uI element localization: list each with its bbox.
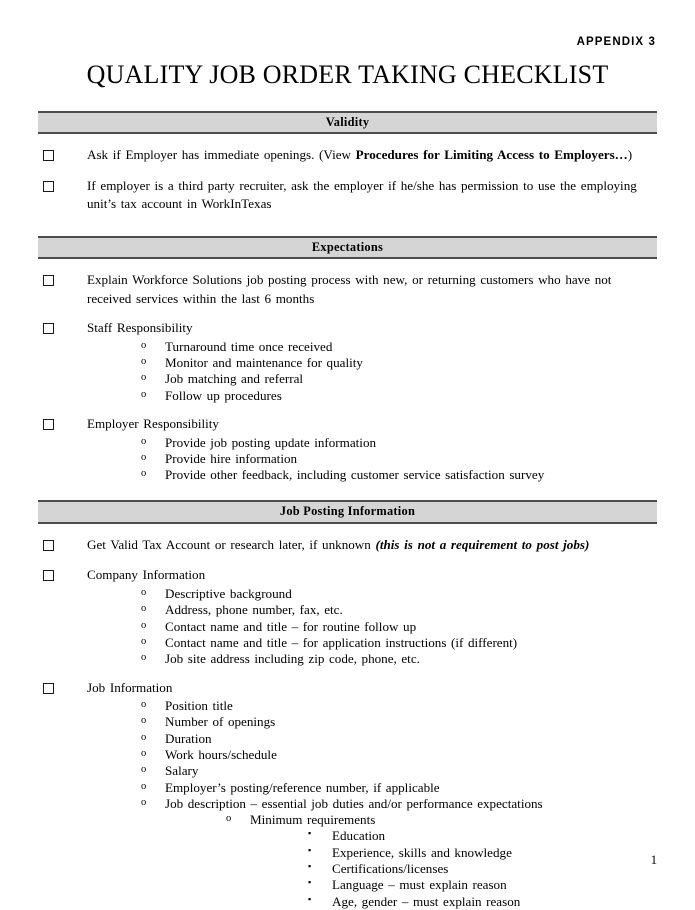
checklist-item-label: If employer is a third party recruiter, ask the employer if he/she has permission to use the employing unit’s tax account in WorkInTexas [87,177,637,212]
checklist-item[interactable] [38,271,657,308]
checkbox-expectations-1[interactable] [43,275,54,286]
checklist-item-label [87,536,657,555]
bullet-circle-icon: o [141,603,147,615]
list-item [141,388,657,404]
list-item-label: Age, gender – must explain reason [332,893,521,909]
bullet-square-icon: ▪ [308,893,312,904]
validity-item1-bold-text: Procedures for Limiting Access to Employers… [355,146,628,162]
list-item [141,780,657,796]
list-item [308,845,657,861]
list-item [141,602,657,618]
employer-responsibility-list [141,435,657,484]
list-item [141,467,657,483]
employer-responsibility-group [38,415,657,483]
bullet-circle-icon: o [141,339,147,351]
list-item-label: Certifications/licenses [332,861,449,877]
checklist-item[interactable] [38,415,657,434]
checklist-item[interactable] [38,177,657,214]
list-item-label: Turnaround time once received [165,338,333,354]
checkbox-valid-tax-account[interactable] [43,540,54,551]
validity-item1-text: Ask if Employer has immediate openings. (View [87,146,356,162]
section-header-expectations: Expectations [38,236,657,259]
section-header-validity: Validity [38,111,657,134]
checklist-item-label: Job Information [87,679,173,695]
list-item [226,812,657,910]
list-item [308,861,657,877]
job-information-group [38,679,657,910]
checkbox-company-information[interactable] [43,570,54,581]
staff-responsibility-group [38,319,657,404]
list-item-label: Contact name and title – for routine follow up [165,618,417,634]
checklist-item-label [87,146,657,165]
checkbox-employer-responsibility[interactable] [43,419,54,430]
list-item [141,619,657,635]
checkbox-job-information[interactable] [43,683,54,694]
list-item-label: Follow up procedures [165,387,282,403]
checklist-item-label: Employer Responsibility [87,416,219,432]
bullet-circle-icon: o [141,388,147,400]
appendix-label: APPENDIX 3 [576,36,656,48]
bullet-circle-icon: o [141,356,147,368]
list-item-label: Contact name and title – for application instructions (if different) [165,634,518,650]
list-item-label: Work hours/schedule [165,746,277,762]
list-item-label: Provide hire information [165,450,298,466]
list-item-label: Employer’s posting/reference number, if applicable [165,779,440,795]
bullet-circle-icon: o [141,731,147,743]
list-item [141,371,657,387]
list-item-label: Provide job posting update information [165,434,377,450]
bullet-circle-icon: o [141,747,147,759]
bullet-square-icon: ▪ [308,861,312,872]
list-item-label: Experience, skills and knowledge [332,844,512,860]
bullet-circle-icon: o [141,587,147,599]
bullet-circle-icon: o [141,468,147,480]
checklist-item-label: Staff Responsibility [87,320,193,336]
list-item [308,828,657,844]
list-item [141,635,657,651]
list-item [141,731,657,747]
checklist-item[interactable] [38,536,657,555]
list-item-label: Education [332,828,386,844]
checkbox-validity-2[interactable] [43,181,54,192]
company-information-group [38,566,657,667]
list-item-label: Job site address including zip code, phone, etc. [165,651,420,667]
validity-item1-suffix: ) [627,146,633,162]
page-title: QUALITY JOB ORDER TAKING CHECKLIST [86,59,609,89]
company-information-list [141,586,657,667]
list-item [141,339,657,355]
list-item-label: Job description – essential job duties and/or performance expectations [165,795,543,811]
list-item-label: Job matching and referral [165,371,304,387]
tax-account-note: (this is not a requirement to post jobs) [375,536,590,552]
list-item-label: Number of openings [165,714,276,730]
list-item [141,586,657,602]
bullet-circle-icon: o [141,699,147,711]
checklist-item-label: Company Information [87,567,206,583]
list-item-label: Language – must explain reason [332,877,507,893]
list-item [141,451,657,467]
list-item-label: Monitor and maintenance for quality [165,355,363,371]
checklist-item-label: Explain Workforce Solutions job posting process with new, or returning customers who have not received services within the last 6 months [87,272,612,306]
checklist-item[interactable] [38,566,657,585]
page-number: 1 [650,852,657,867]
bullet-circle-icon: o [141,451,147,463]
list-item [141,651,657,667]
list-item [141,698,657,714]
bullet-circle-icon: o [141,635,147,647]
minimum-requirements-sublist [308,828,657,909]
list-item [308,877,657,893]
list-item-label: Descriptive background [165,586,292,602]
list-item-label: Minimum requirements [250,812,376,828]
staff-responsibility-list [141,339,657,404]
bullet-circle-icon: o [141,435,147,447]
bullet-square-icon: ▪ [308,828,312,839]
bullet-circle-icon: o [141,372,147,384]
bullet-circle-icon: o [141,764,147,776]
list-item [141,435,657,451]
tax-account-text: Get Valid Tax Account or research later, if unknown [87,536,376,552]
bullet-square-icon: ▪ [308,877,312,888]
minimum-requirements-list [226,812,657,910]
bullet-circle-icon: o [141,780,147,792]
bullet-circle-icon: o [141,652,147,664]
list-item-label: Position title [165,698,233,714]
list-item [141,747,657,763]
bullet-circle-icon: o [141,619,147,631]
job-information-list [141,698,657,910]
checkbox-validity-1[interactable] [43,150,54,161]
list-item-label: Provide other feedback, including customer service satisfaction survey [165,467,545,483]
checklist-item[interactable] [38,319,657,338]
bullet-circle-icon: o [226,813,232,825]
bullet-circle-icon: o [141,796,147,808]
list-item [308,894,657,910]
checklist-item[interactable] [38,679,657,698]
list-item [141,796,657,910]
list-item-label: Salary [165,763,199,779]
list-item-label: Address, phone number, fax, etc. [165,602,343,618]
checkbox-staff-responsibility[interactable] [43,323,54,334]
checklist-item[interactable] [38,146,657,165]
list-item [141,714,657,730]
list-item [141,763,657,779]
bullet-circle-icon: o [141,715,147,727]
list-item-label: Duration [165,730,212,746]
bullet-square-icon: ▪ [308,844,312,855]
list-item [141,355,657,371]
section-header-job-posting-information: Job Posting Information [38,500,657,523]
